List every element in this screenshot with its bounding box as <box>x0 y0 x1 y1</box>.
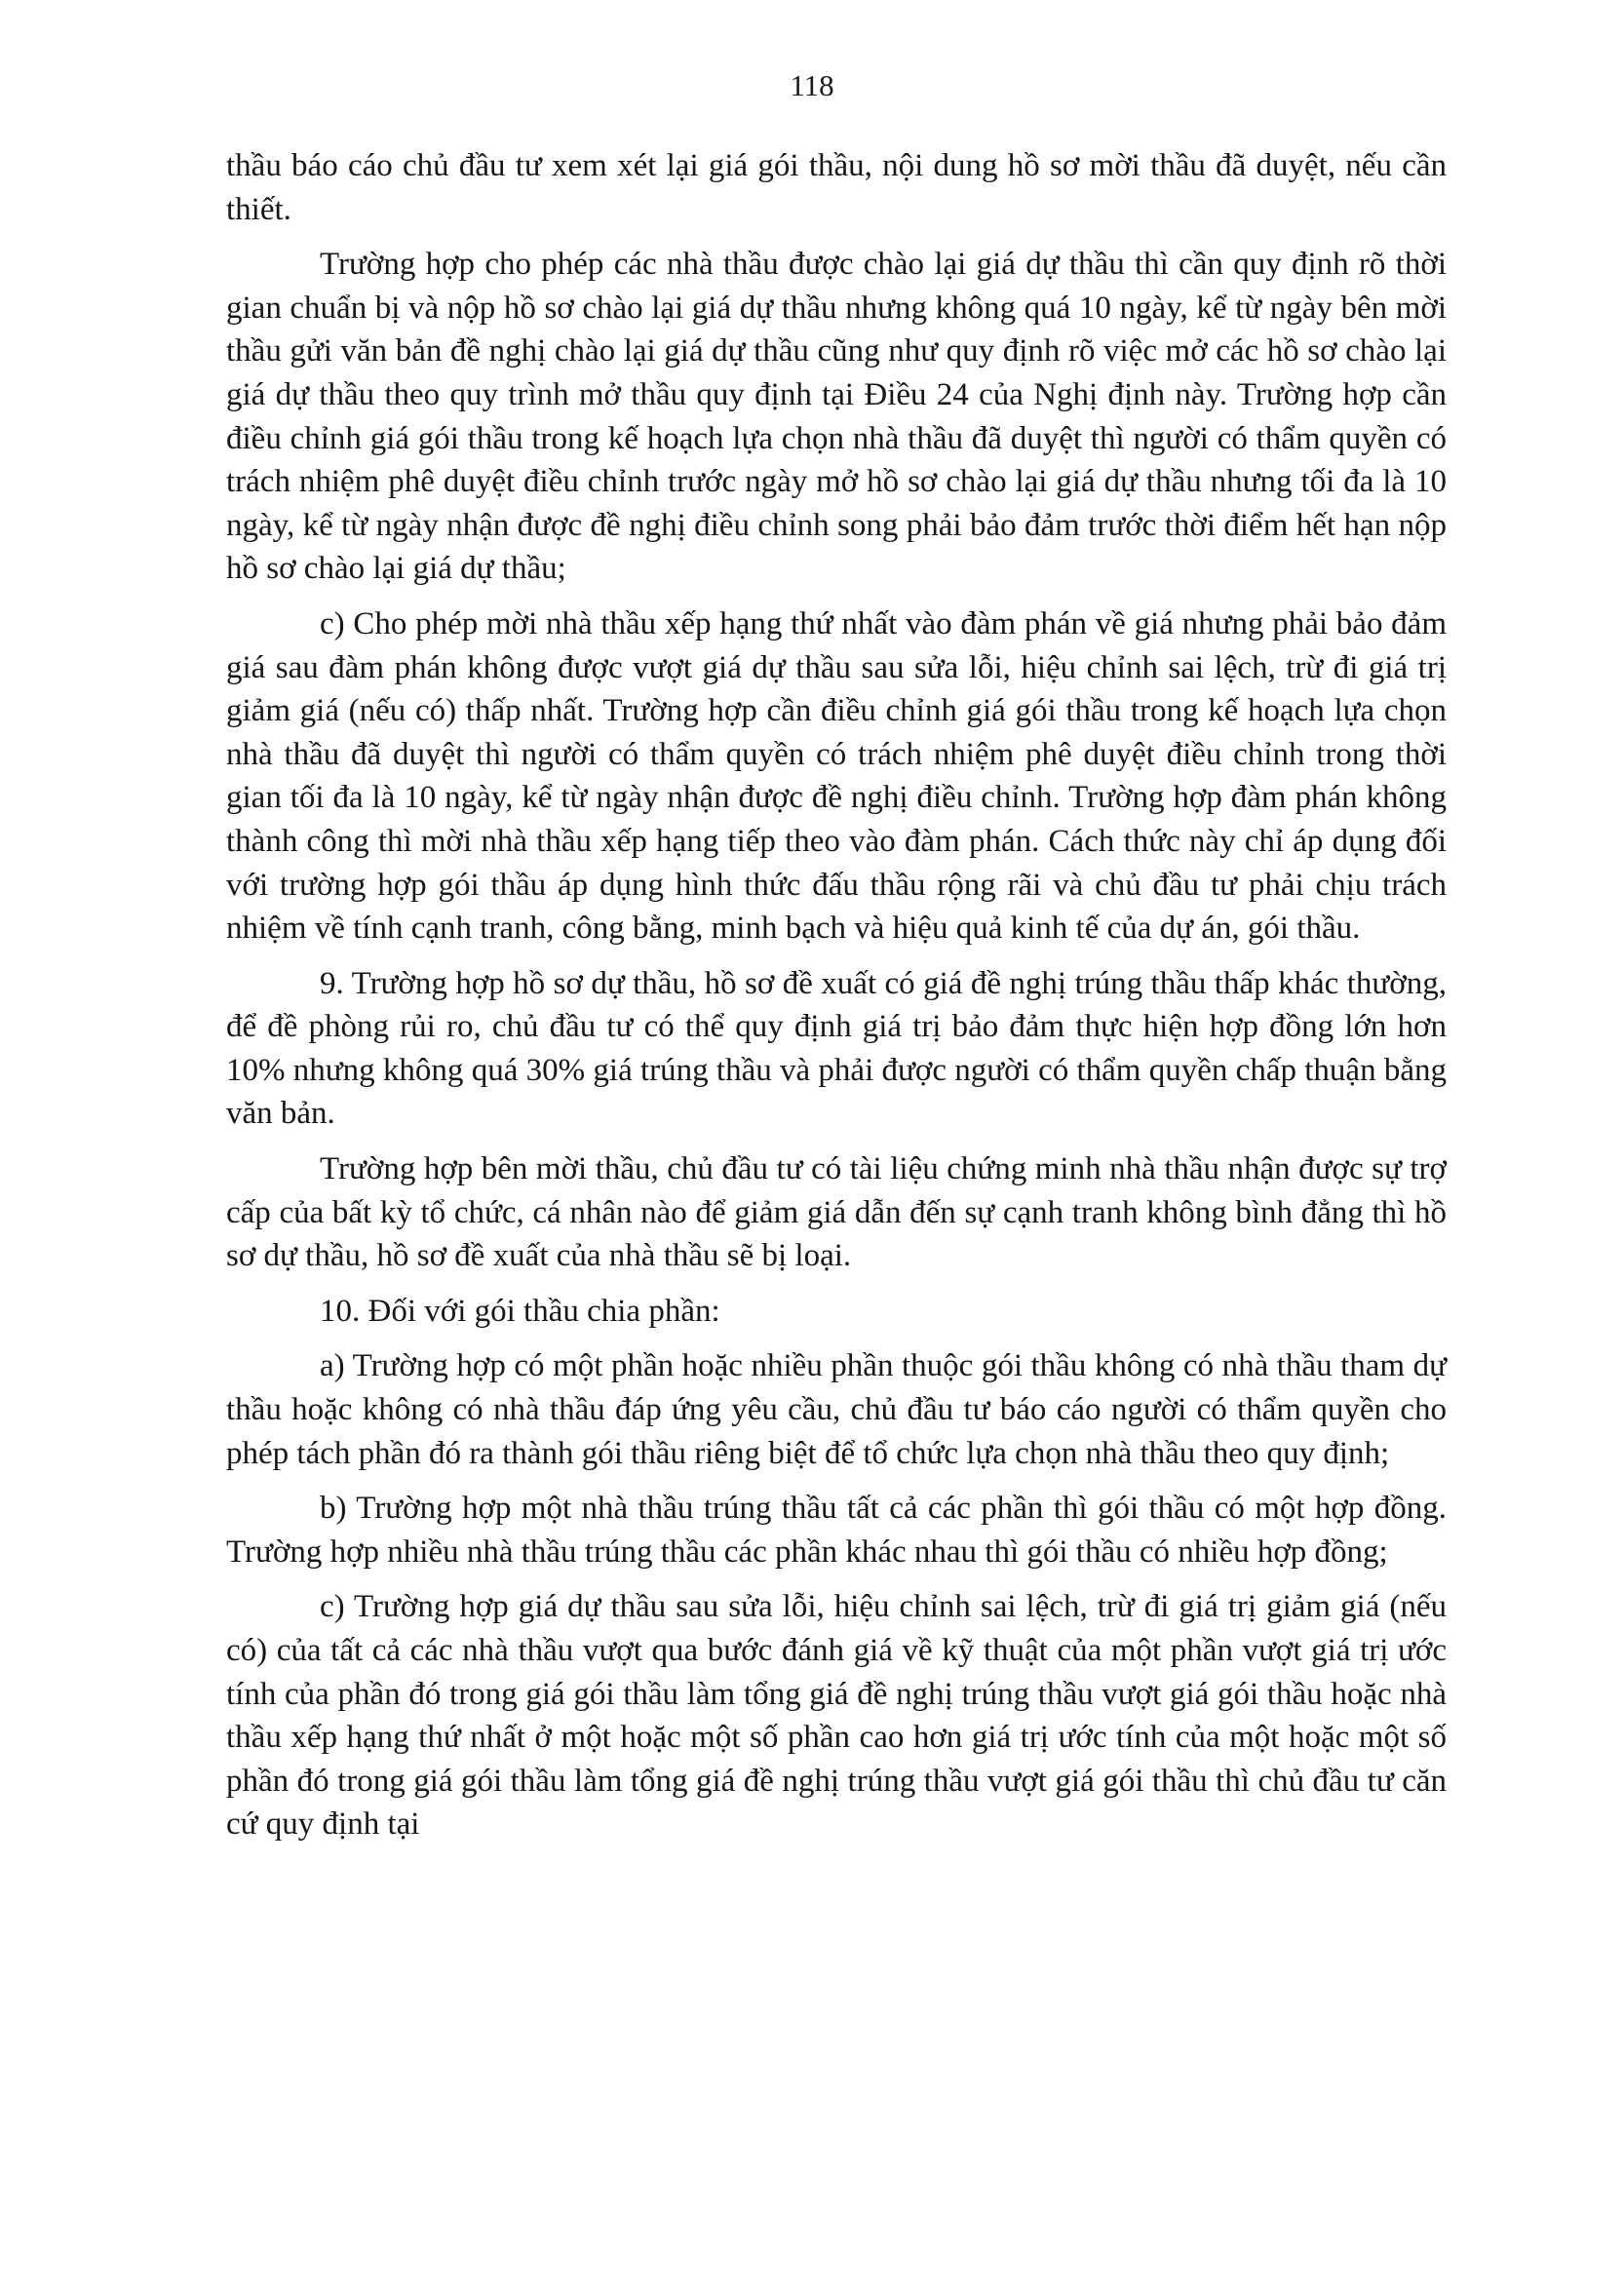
document-body <box>226 144 1447 1858</box>
paragraph-item-9-low-price: 9. Trường hợp hồ sơ dự thầu, hồ sơ đề xuất có giá đề nghị trúng thầu thấp khác thường, để đề phòng rủi ro, chủ đầu tư có thể quy định giá trị bảo đảm thực hiện hợp đồng lớn hơn 10% nhưng không quá 30% giá trúng thầu và phải được người có thẩm quyền chấp thuận bằng văn bản. <box>226 965 1447 1132</box>
page-number: 118 <box>790 68 834 102</box>
paragraph-item-10-heading: 10. Đối với gói thầu chia phần: <box>320 1293 720 1329</box>
paragraph-continuation: thầu báo cáo chủ đầu tư xem xét lại giá gói thầu, nội dung hồ sơ mời thầu đã duyệt, nếu cần thiết. <box>226 148 1447 227</box>
paragraph-item-10a: a) Trường hợp có một phần hoặc nhiều phần thuộc gói thầu không có nhà thầu tham dự thầu hoặc không có nhà thầu đáp ứng yêu cầu, chủ đầu tư báo cáo người có thẩm quyền cho phép tách phần đó ra thành gói thầu riêng biệt để tổ chức lựa chọn nhà thầu theo quy định; <box>226 1348 1447 1471</box>
paragraph-item-c-negotiation: c) Cho phép mời nhà thầu xếp hạng thứ nhất vào đàm phán về giá nhưng phải bảo đảm giá sau đàm phán không được vượt giá dự thầu sau sửa lỗi, hiệu chỉnh sai lệch, trừ đi giá trị giảm giá (nếu có) thấp nhất. Trường hợp cần điều chỉnh giá gói thầu trong kế hoạch lựa chọn nhà thầu đã duyệt thì người có thẩm quyền có trách nhiệm phê duyệt điều chỉnh trong thời gian tối đa là 10 ngày, kể từ ngày nhận được đề nghị điều chỉnh. Trường hợp đàm phán không thành công thì mời nhà thầu xếp hạng tiếp theo vào đàm phán. Cách thức này chỉ áp dụng đối với trường hợp gói thầu áp dụng hình thức đấu thầu rộng rãi và chủ đầu tư phải chịu trách nhiệm về tính cạnh tranh, công bằng, minh bạch và hiệu quả kinh tế của dự án, gói thầu. <box>226 605 1447 947</box>
paragraph-re-bid-price: Trường hợp cho phép các nhà thầu được chào lại giá dự thầu thì cần quy định rõ thời gian chuẩn bị và nộp hồ sơ chào lại giá dự thầu nhưng không quá 10 ngày, kể từ ngày bên mời thầu gửi văn bản đề nghị chào lại giá dự thầu cũng như quy định rõ việc mở các hồ sơ chào lại giá dự thầu theo quy trình mở thầu quy định tại Điều 24 của Nghị định này. Trường hợp cần điều chỉnh giá gói thầu trong kế hoạch lựa chọn nhà thầu đã duyệt thì người có thẩm quyền có trách nhiệm phê duyệt điều chỉnh trước ngày mở hồ sơ chào lại giá dự thầu nhưng tối đa là 10 ngày, kể từ ngày nhận được đề nghị điều chỉnh song phải bảo đảm trước thời điểm hết hạn nộp hồ sơ chào lại giá dự thầu; <box>226 247 1447 587</box>
paragraph-item-10b: b) Trường hợp một nhà thầu trúng thầu tất cả các phần thì gói thầu có một hợp đồng. Trường hợp nhiều nhà thầu trúng thầu các phần khác nhau thì gói thầu có nhiều hợp đồng; <box>226 1491 1447 1570</box>
paragraph-item-10c: c) Trường hợp giá dự thầu sau sửa lỗi, hiệu chỉnh sai lệch, trừ đi giá trị giảm giá (nếu có) của tất cả các nhà thầu vượt qua bước đánh giá về kỹ thuật của một phần vượt giá trị ước tính của phần đó trong giá gói thầu làm tổng giá đề nghị trúng thầu vượt giá gói thầu hoặc nhà thầu xếp hạng thứ nhất ở một hoặc một số phần cao hơn giá trị ước tính của một hoặc một số phần đó trong giá gói thầu làm tổng giá đề nghị trúng thầu vượt giá gói thầu thì chủ đầu tư căn cứ quy định tại <box>226 1589 1447 1843</box>
paragraph-subsidy: Trường hợp bên mời thầu, chủ đầu tư có tài liệu chứng minh nhà thầu nhận được sự trợ cấp của bất kỳ tổ chức, cá nhân nào để giảm giá dẫn đến sự cạnh tranh không bình đẳng thì hồ sơ dự thầu, hồ sơ đề xuất của nhà thầu sẽ bị loại. <box>226 1151 1447 1274</box>
